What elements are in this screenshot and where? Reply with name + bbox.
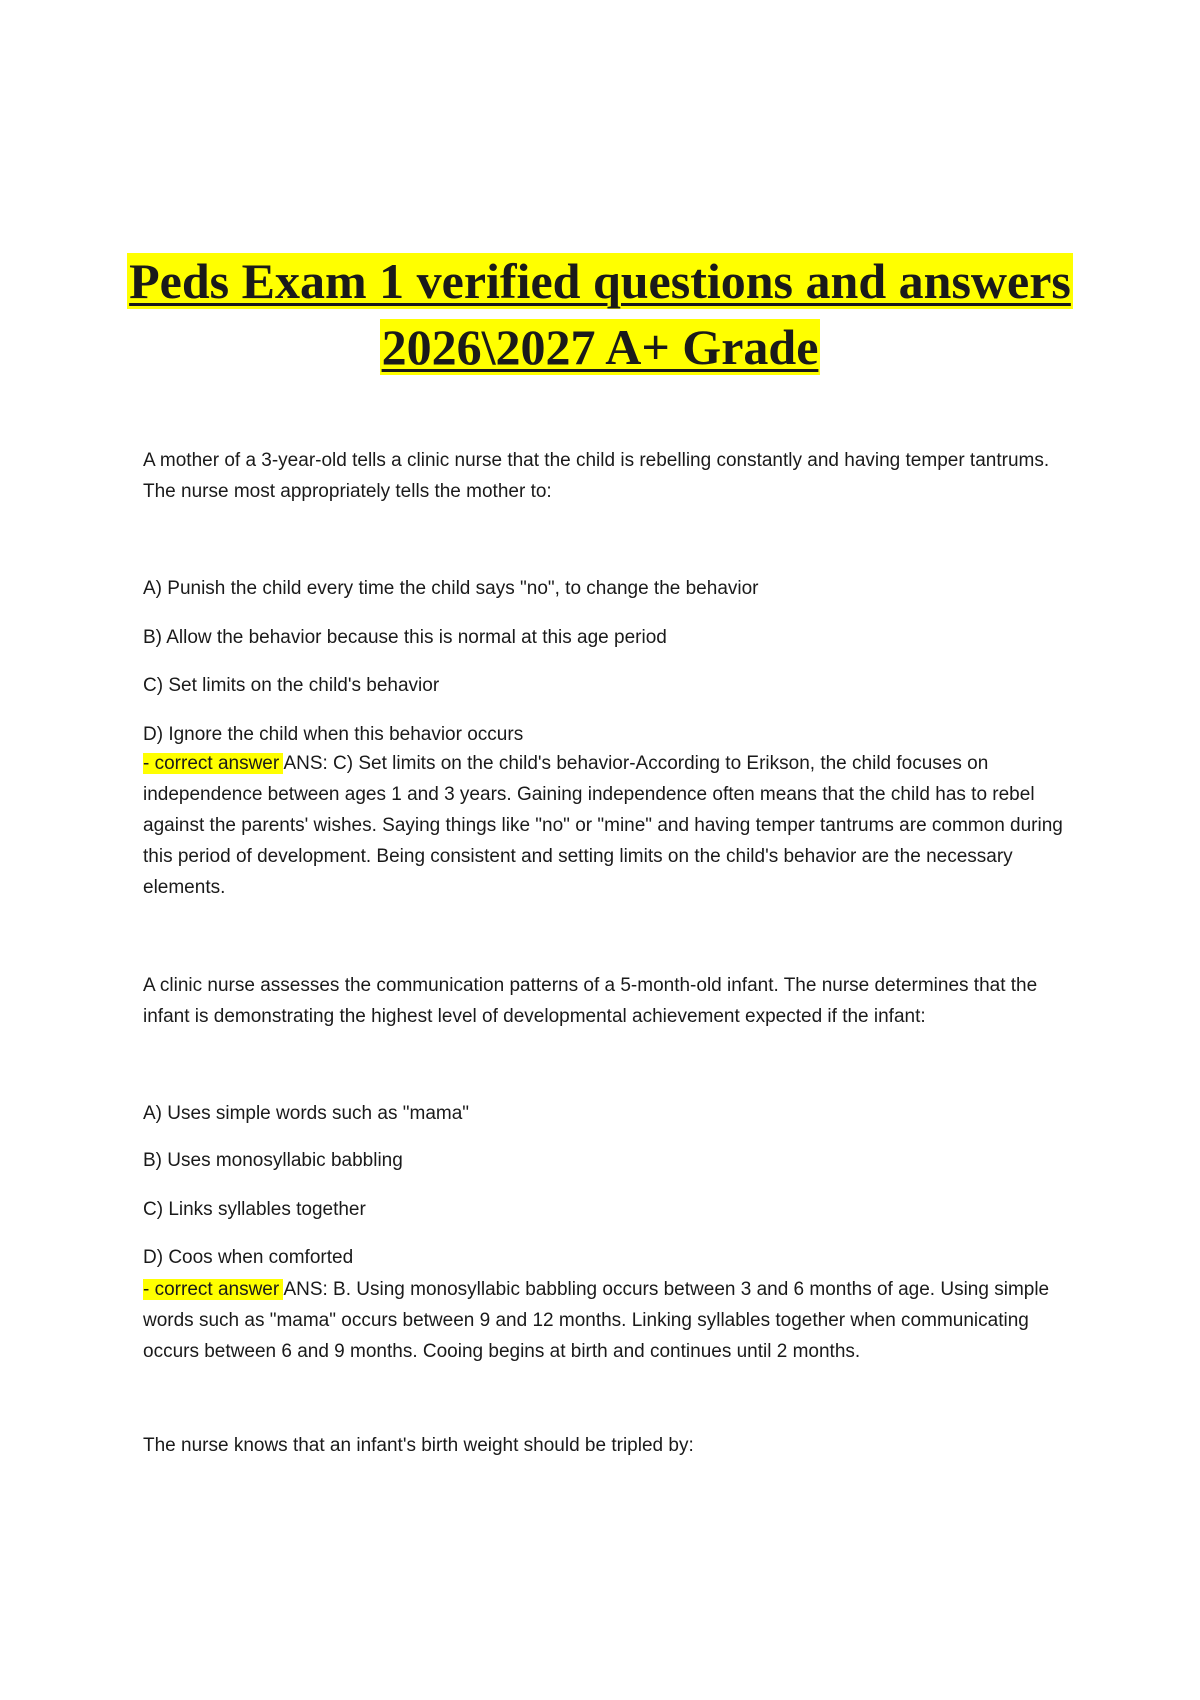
correct-answer-tag: - correct answer <box>143 753 284 774</box>
question-1-option-b: B) Allow the behavior because this is normal at this age period <box>143 627 667 648</box>
question-1-option-c: C) Set limits on the child's behavior <box>143 675 440 696</box>
answer-explanation: ANS: C) Set limits on the child's behavior-According to Erikson, the child focuses on independence between ages 1 and 3 years. Gaining independence often means that the child has to rebel against the parents' wishes. Saying things like "no" or "mine" and having temper tantrums are common during this period of development. Being consistent and setting limits on the child's behavior are the necessary elements. <box>143 753 1063 898</box>
question-3-stem: The nurse knows that an infant's birth weight should be tripled by: <box>143 1435 694 1456</box>
title-line-2: 2026\2027 A+ Grade <box>381 319 819 375</box>
question-2-option-b: B) Uses monosyllabic babbling <box>143 1150 403 1171</box>
question-1-stem: A mother of a 3-year-old tells a clinic nurse that the child is rebelling constantly and having temper tantrums. The nurse most appropriately tells the mother to: <box>143 450 1050 502</box>
question-1-answer <box>143 748 1068 903</box>
question-2-option-c: C) Links syllables together <box>143 1199 366 1220</box>
question-2-option-a: A) Uses simple words such as "mama" <box>143 1103 470 1124</box>
question-2-answer <box>143 1274 1068 1367</box>
title-line-1: Peds Exam 1 verified questions and answers <box>129 253 1071 309</box>
answer-explanation: ANS: B. Using monosyllabic babbling occurs between 3 and 6 months of age. Using simple words such as "mama" occurs between 9 and 12 months. Linking syllables together when communicating occurs between 6 and 9 months. Cooing begins at birth and continues until 2 months. <box>143 1279 1050 1362</box>
question-2-option-d: D) Coos when comforted <box>143 1247 354 1268</box>
correct-answer-tag: - correct answer <box>143 1279 284 1300</box>
question-2-stem: A clinic nurse assesses the communication patterns of a 5-month-old infant. The nurse determines that the infant is demonstrating the highest level of developmental achievement expected if the infant: <box>143 975 1038 1027</box>
question-1-option-a: A) Punish the child every time the child says "no", to change the behavior <box>143 578 759 599</box>
question-1-option-d: D) Ignore the child when this behavior occurs <box>143 724 524 745</box>
document-title <box>0 248 1200 380</box>
